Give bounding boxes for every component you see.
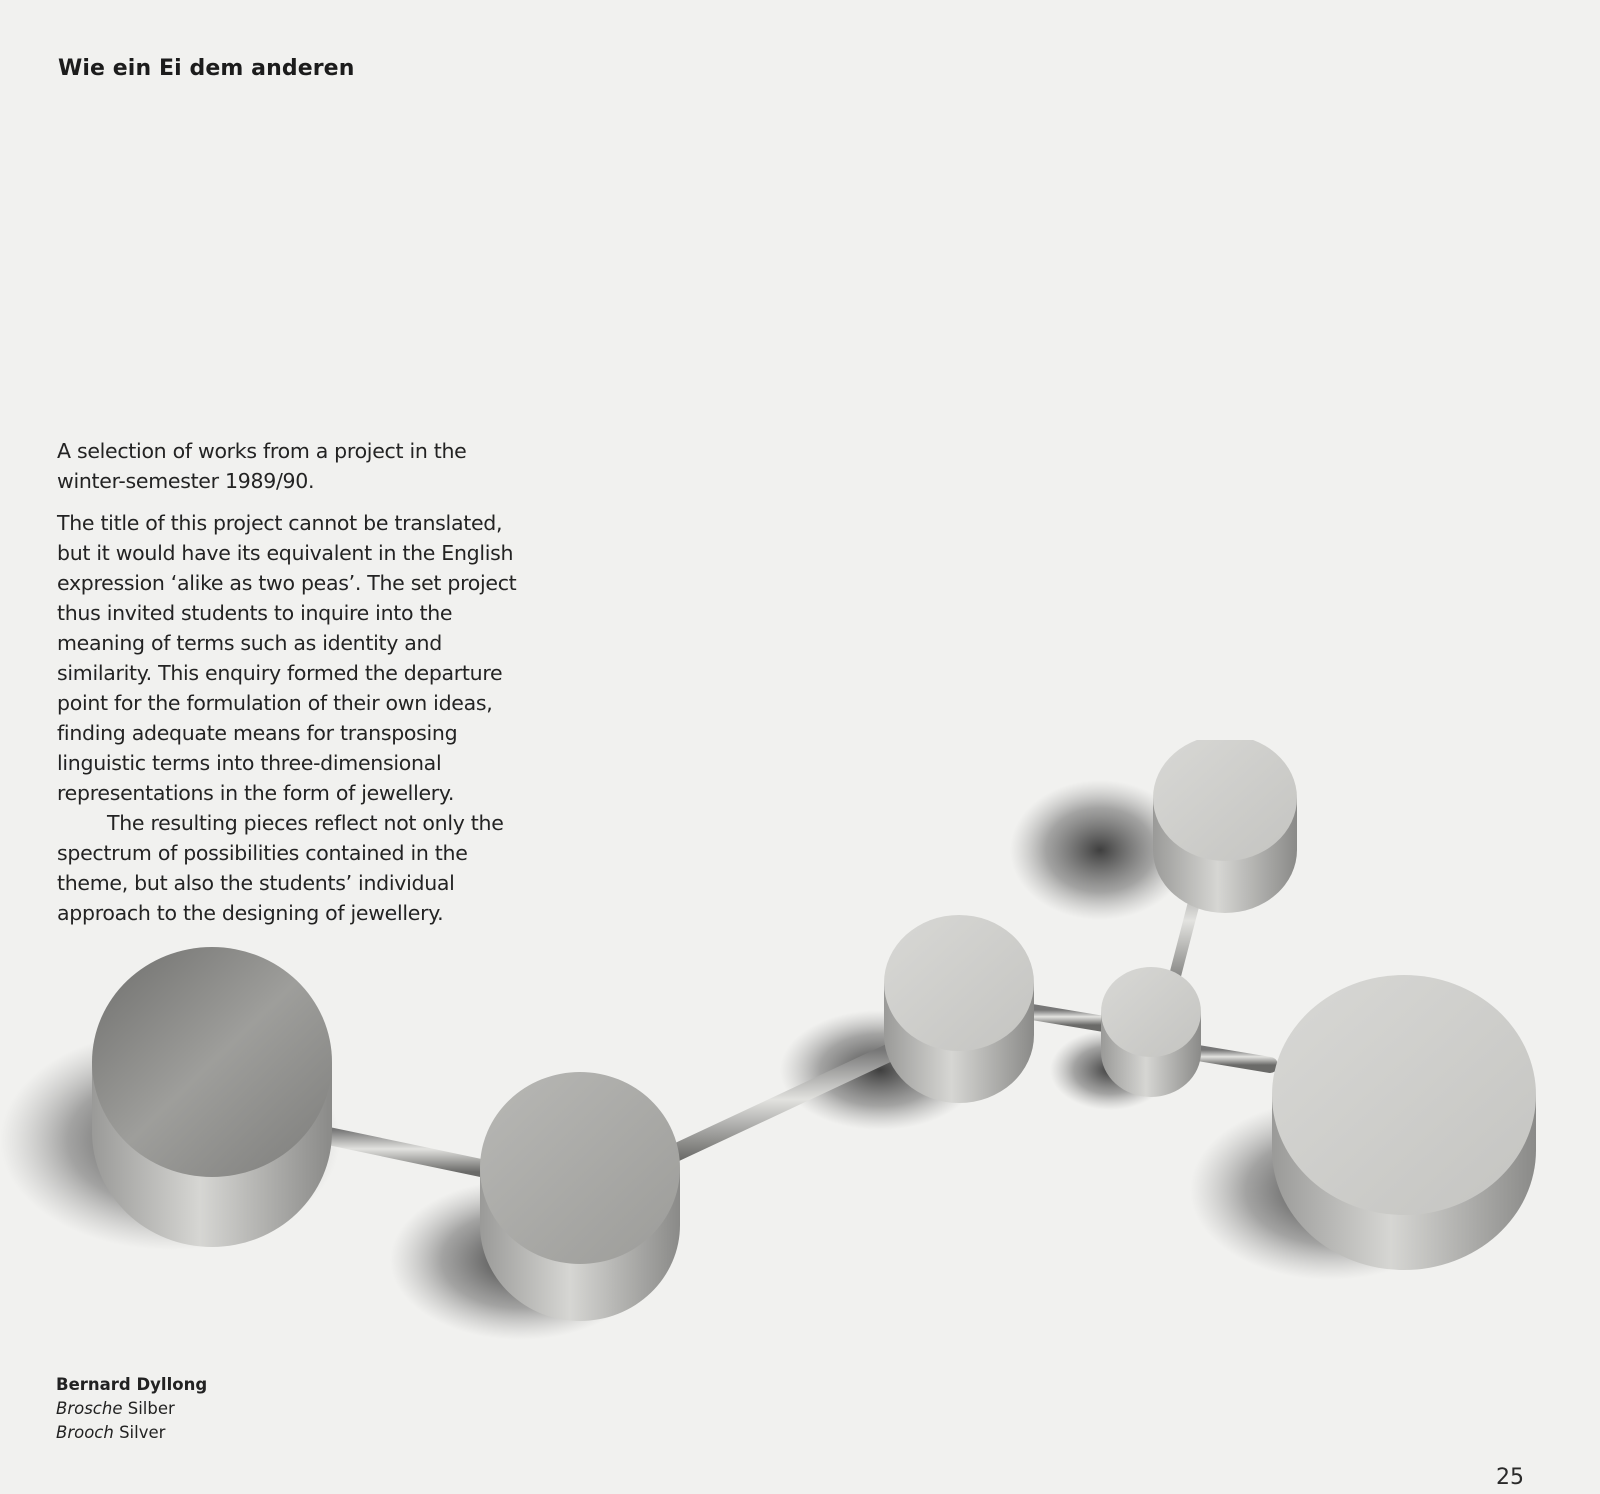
photo-caption — [56, 1373, 207, 1445]
intro-paragraph-1: A selection of works from a project in the winter-semester 1989/90. — [57, 439, 467, 493]
disc-center — [884, 915, 1034, 1103]
disc-large-right — [1272, 975, 1536, 1270]
caption-en-material: Silver — [113, 1423, 166, 1442]
caption-artist: Bernard Dyllong — [56, 1375, 208, 1394]
disc-top-right — [1153, 740, 1297, 913]
brooch-photo — [0, 740, 1600, 1360]
caption-line-english — [56, 1421, 207, 1445]
disc-medium-left — [480, 1072, 680, 1321]
caption-de-object: Brosche — [56, 1399, 123, 1418]
caption-line-german — [56, 1397, 207, 1421]
page-number: 25 — [1496, 1465, 1524, 1490]
caption-de-material: Silber — [122, 1399, 175, 1418]
page-heading: Wie ein Ei dem anderen — [58, 56, 355, 81]
caption-en-object: Brooch — [56, 1423, 114, 1442]
disc-small-hub — [1101, 967, 1201, 1097]
intro-paragraph-2: The title of this project cannot be translated, but it would have its equivalent in the English expression ‘alike as two peas’. The set project thus invited students to inquire into the meaning of terms such as identity and similarity. This enquiry formed the departure point for the formulation of their own ideas, finding adequate means for transposing linguistic terms into three-dimensional representations in the form of jewellery. — [57, 511, 517, 805]
intro-paragraph-3: The resulting pieces reflect not only the spectrum of possibilities contained in the theme, but also the students’ individual approach to the designing of jewellery. — [57, 811, 504, 925]
disc-large-left — [92, 947, 332, 1247]
